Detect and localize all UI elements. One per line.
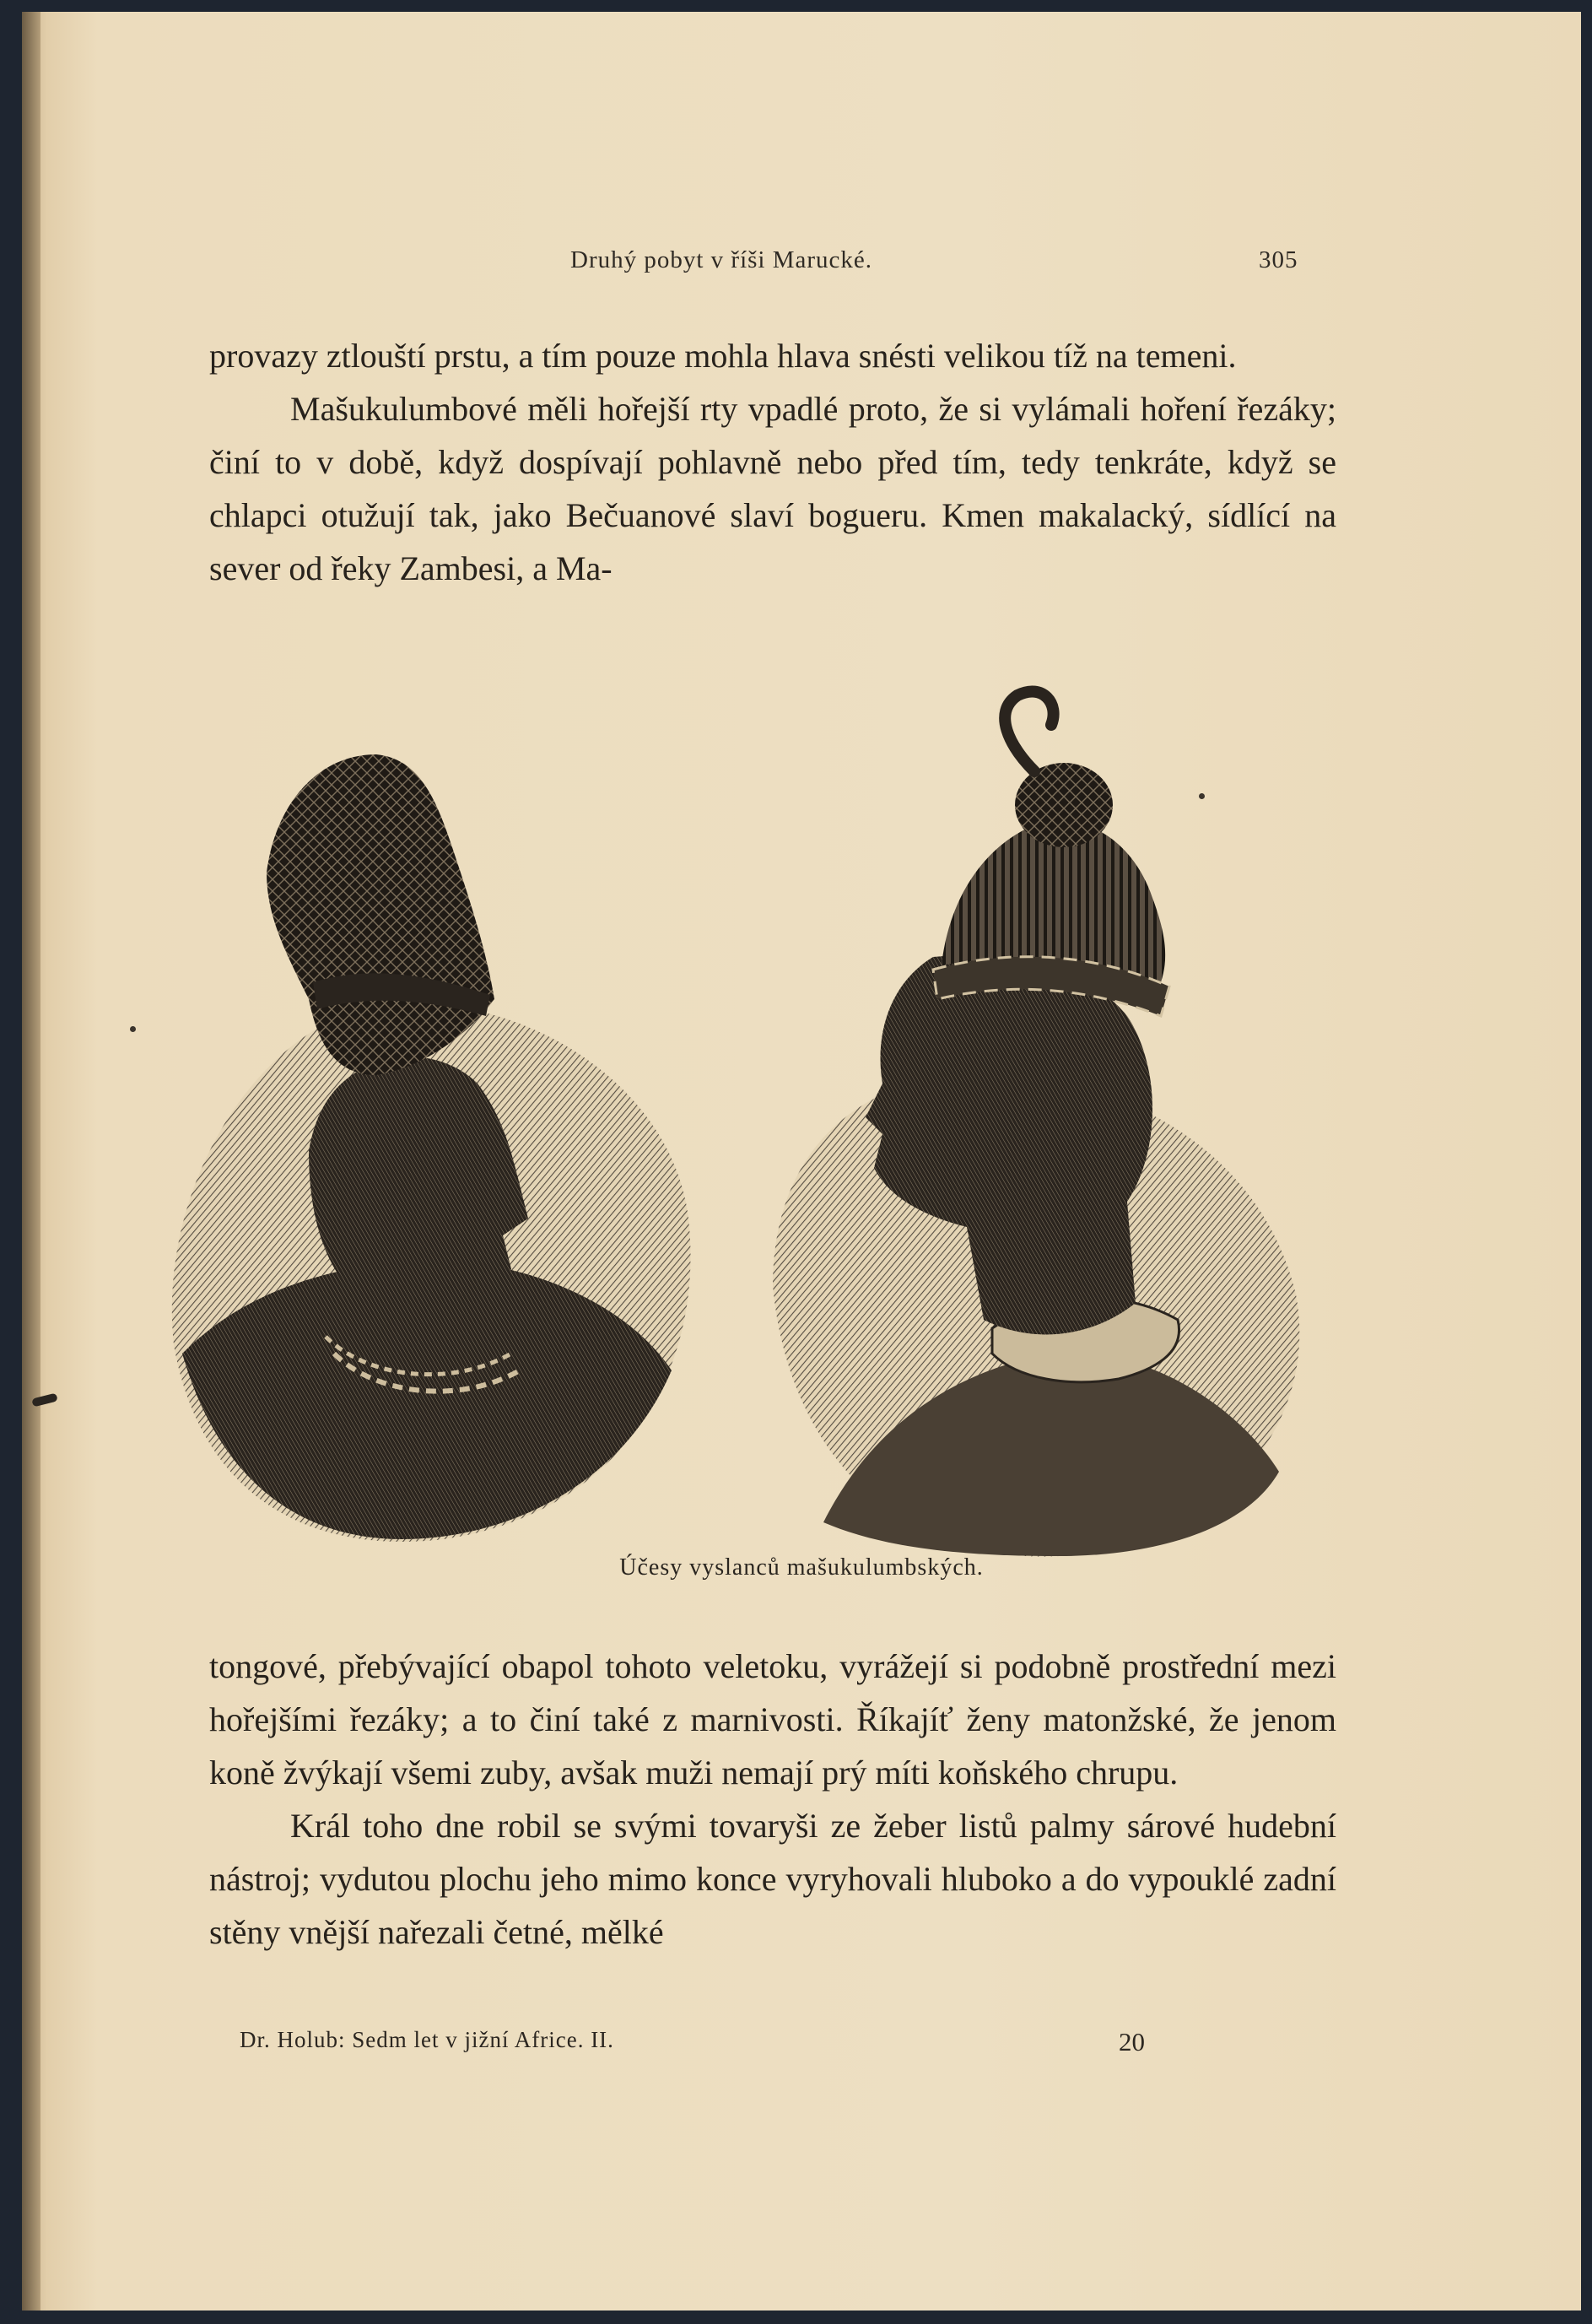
running-head (22, 246, 1581, 280)
paragraph: provazy ztlouští prstu, a tím pouze mohla hlava snésti velikou tíž na temeni. (209, 337, 1237, 375)
figure-caption: Účesy vyslanců mašukulumbských. (619, 1554, 984, 1581)
paragraph: Mašukulumbové měli hořejší rty vpadlé proto, že si vylámali hoření řezáky; činí to v době, když dospívají pohlavně nebo před tím, tedy tenkráte, když se chlapci otužují tak, jako Bečuanové slaví bogueru. Kmen makalacký, sídlící na sever od řeky Zambesi, a Ma- (209, 390, 1336, 587)
engraving-illustration (148, 678, 1397, 1565)
page-number: 305 (1259, 246, 1298, 273)
left-portrait (172, 754, 691, 1542)
running-head-title: Druhý pobyt v říši Marucké. (570, 246, 873, 273)
signature-mark: 20 (1119, 2027, 1145, 2056)
footer-source: Dr. Holub: Sedm let v jižní Africe. II. (240, 2027, 614, 2052)
right-portrait (773, 691, 1299, 1556)
book-page (22, 12, 1581, 2310)
speck (130, 1026, 136, 1032)
page-footer (22, 2027, 1581, 2061)
paragraph: tongové, přebývající obapol tohoto veletoku, vyrážejí si podobně prostřední mezi hořejšími řezáky; a to činí také z marnivosti. Říkajíť ženy matonžské, že jenom koně žvýkají všemi zuby, avšak muži nemají prý míti koňského chrupu. (209, 1647, 1336, 1792)
body-text-top (209, 329, 1336, 595)
paragraph: Král toho dne robil se svými tovaryši ze žeber listů palmy sárové hudební nástroj; vydutou plochu jeho mimo konce vyryhovali hluboko a do vypouklé zadní stěny vnější nařezali četné, mělké (209, 1807, 1336, 1951)
gutter-shadow (22, 12, 40, 2310)
body-text-bottom (209, 1640, 1336, 1959)
